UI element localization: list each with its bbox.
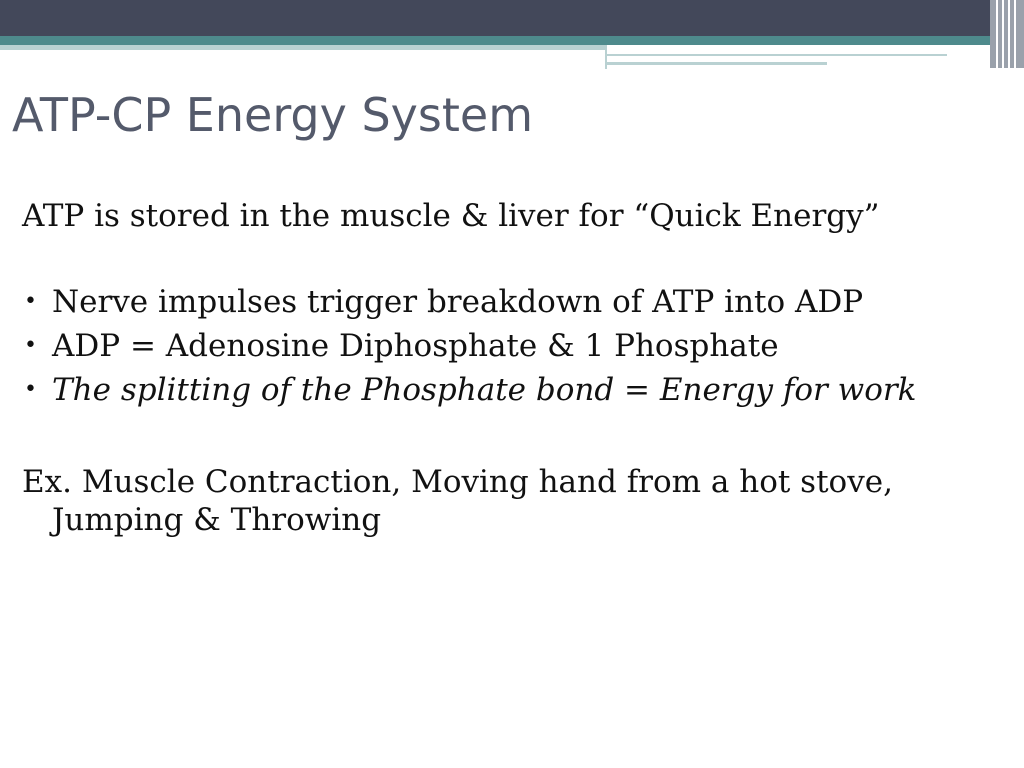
bullet-item — [22, 283, 952, 321]
intro-text: ATP is stored in the muscle & liver for “Quick Energy” — [22, 198, 880, 234]
bullet-dot-icon: • — [24, 377, 37, 402]
header-band-light — [0, 45, 605, 50]
header-decor-box — [605, 45, 1024, 69]
bullet-item — [22, 371, 952, 409]
spacer — [22, 235, 952, 283]
spacer — [22, 415, 952, 463]
slide-body — [22, 197, 952, 539]
bullet-text: Nerve impulses trigger breakdown of ATP into ADP — [52, 284, 864, 320]
slide-title: ATP-CP Energy System — [12, 88, 534, 142]
header-decor-line — [607, 54, 947, 56]
header-right-stripes — [990, 0, 1024, 68]
header-band-teal — [0, 36, 1024, 45]
header-band-dark — [0, 0, 1024, 36]
bullet-item — [22, 327, 952, 365]
header-decor-line — [607, 62, 827, 65]
bullet-dot-icon: • — [24, 289, 37, 314]
bullet-text: ADP = Adenosine Diphosphate & 1 Phosphate — [52, 328, 779, 364]
bullet-dot-icon: • — [24, 333, 37, 358]
example-text: Ex. Muscle Contraction, Moving hand from a hot stove, Jumping & Throwing — [22, 464, 893, 538]
bullet-text: The splitting of the Phosphate bond = Energy for work — [52, 372, 917, 408]
